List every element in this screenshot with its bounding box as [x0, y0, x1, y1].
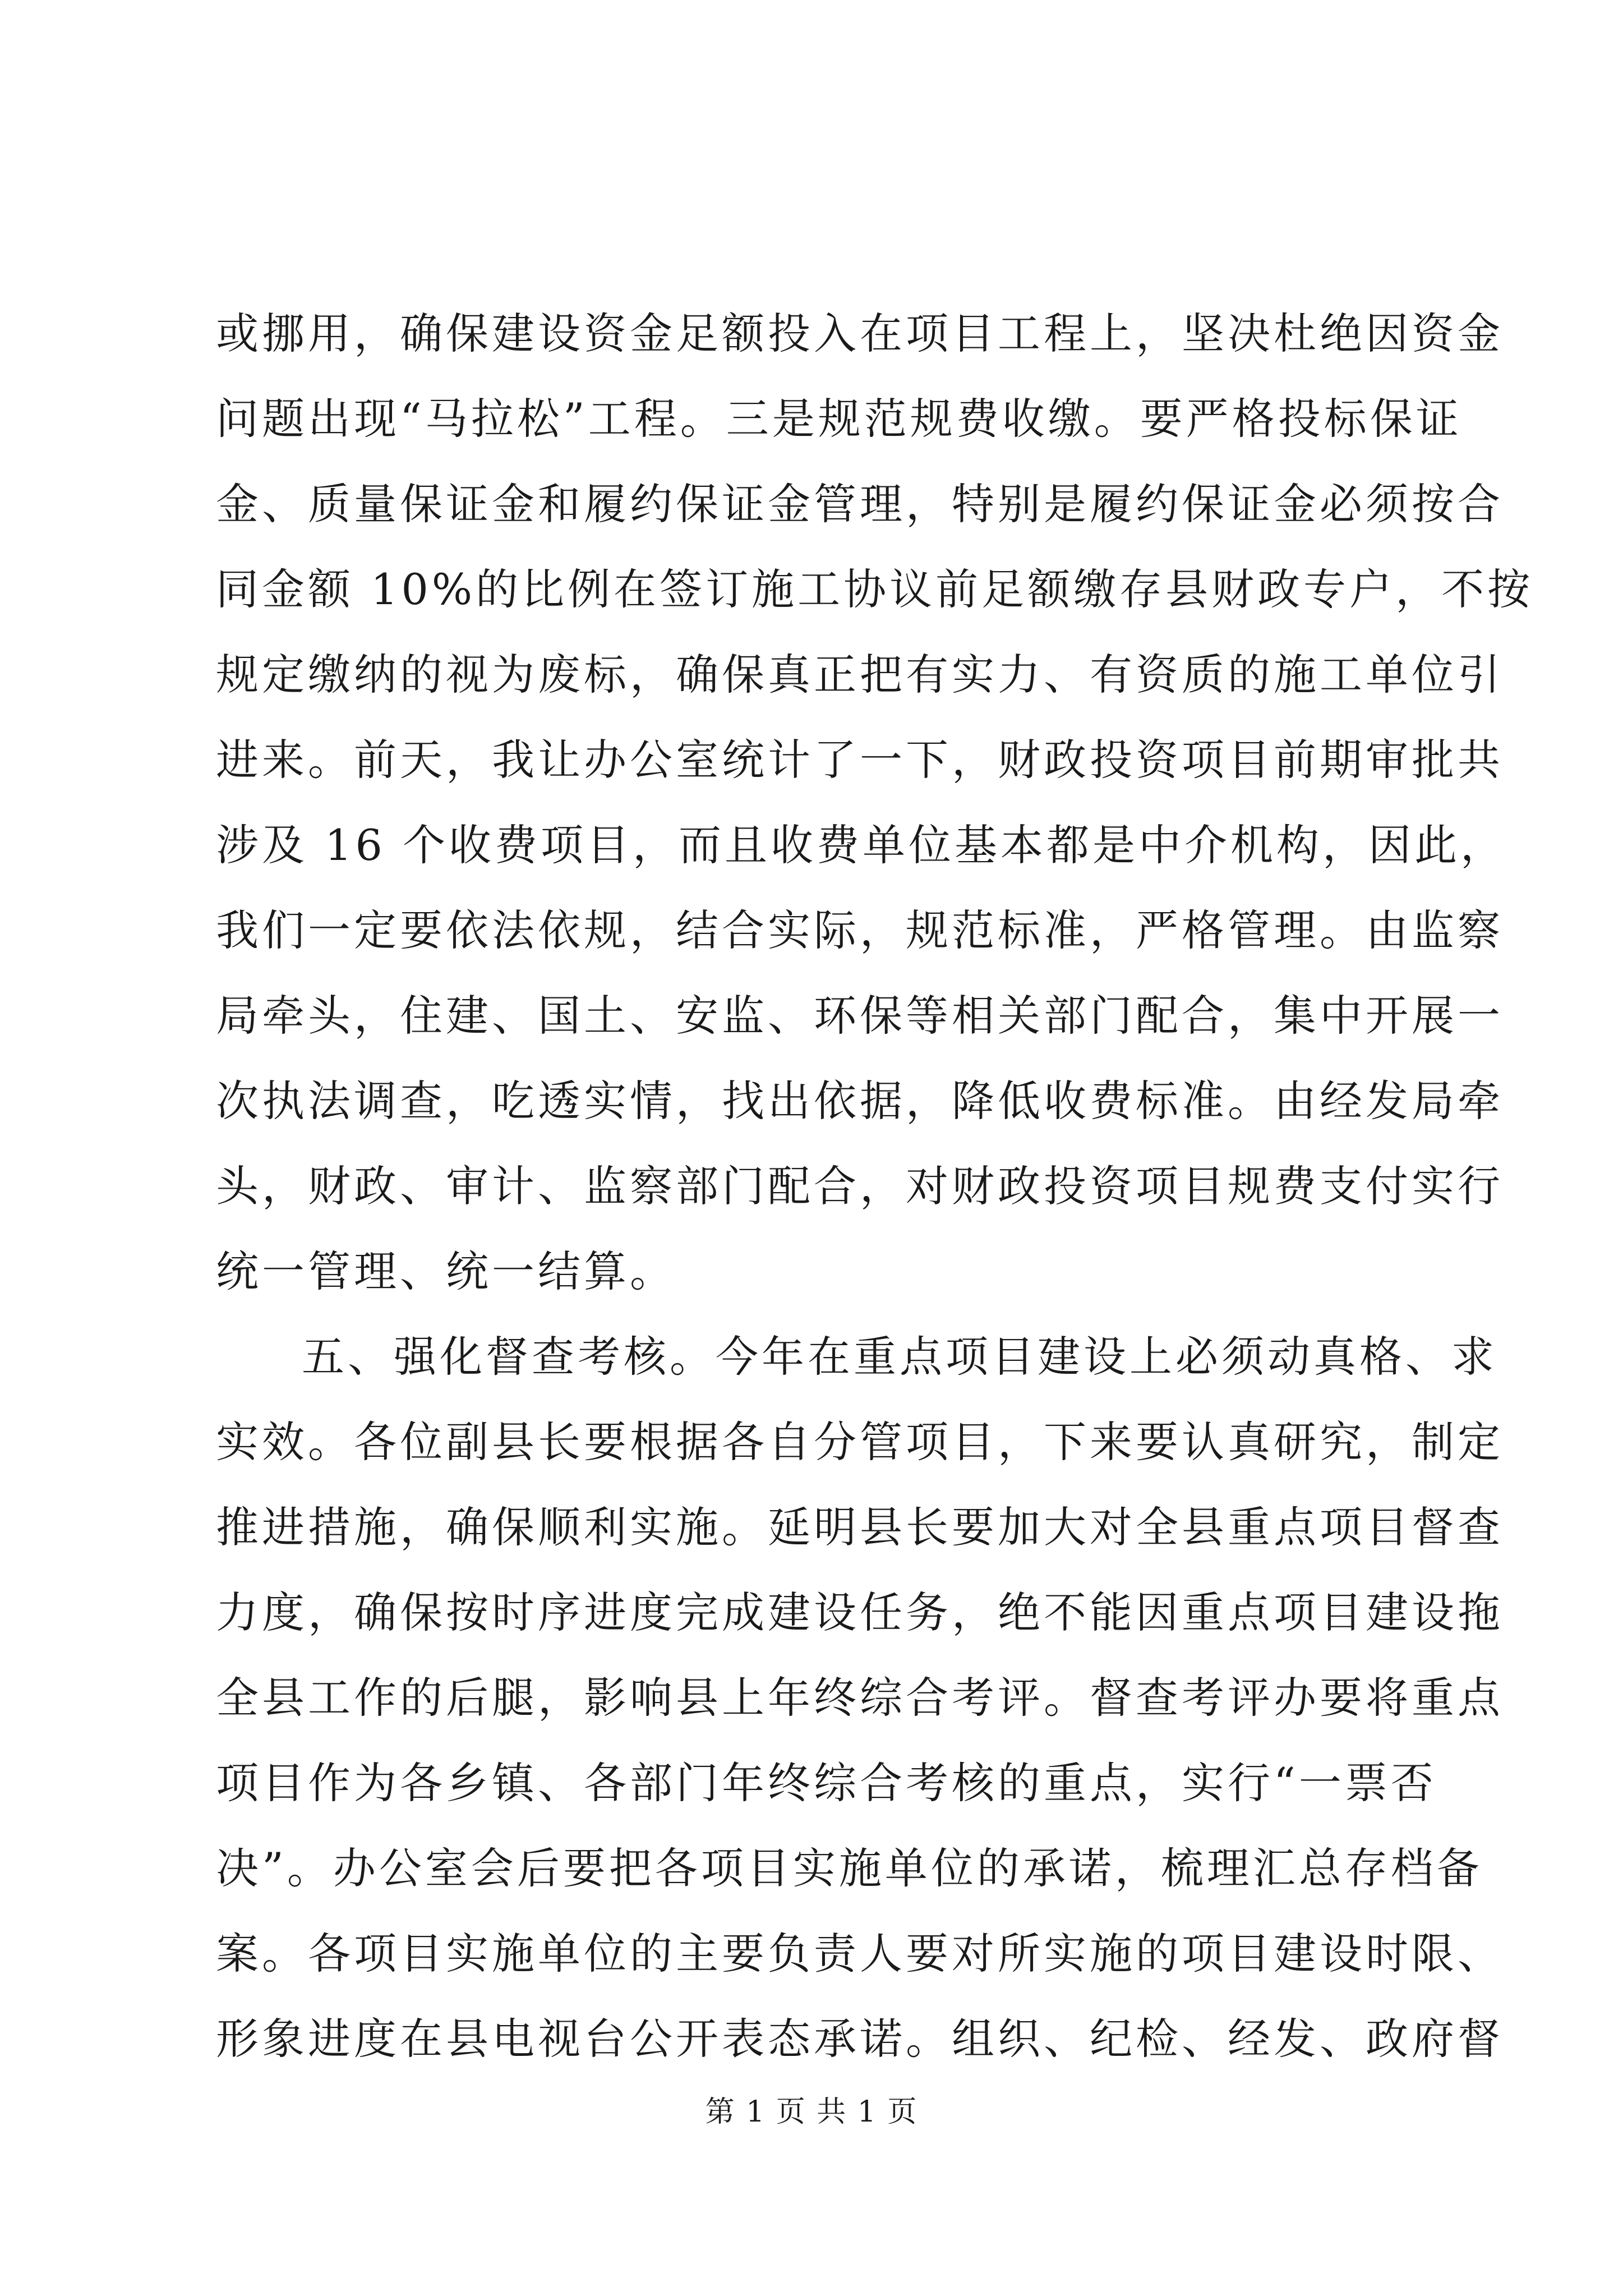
body-text-line: 规定缴纳的视为废标，确保真正把有实力、有资质的施工单位引: [216, 650, 1504, 700]
body-text-line: 形象进度在县电视台公开表态承诺。组织、纪检、经发、政府督: [216, 2014, 1504, 2064]
body-text-line: 头，财政、审计、监察部门配合，对财政投资项目规费支付实行: [216, 1161, 1504, 1211]
body-text-line: 实效。各位副县长要根据各自分管项目，下来要认真研究，制定: [216, 1417, 1504, 1467]
body-text-line: 问题出现“马拉松”工程。三是规范规费收缴。要严格投标保证: [216, 394, 1462, 444]
body-text-line: 局牵头，住建、国土、安监、环保等相关部门配合，集中开展一: [216, 991, 1504, 1041]
body-text-line: 推进措施，确保顺利实施。延明县长要加大对全县重点项目督查: [216, 1502, 1504, 1552]
body-text-line: 统一管理、统一结算。: [216, 1246, 676, 1296]
body-text-line: 同金额 10%的比例在签订施工协议前足额缴存县财政专户，不按: [216, 564, 1534, 614]
paragraph-start-line: 五、强化督查考核。今年在重点项目建设上必须动真格、求: [302, 1332, 1497, 1382]
body-text-line: 项目作为各乡镇、各部门年终综合考核的重点，实行“一票否: [216, 1758, 1437, 1808]
body-text-line: 全县工作的后腿，影响县上年终综合考评。督查考评办要将重点: [216, 1673, 1504, 1723]
body-text-line: 力度，确保按时序进度完成建设任务，绝不能因重点项目建设拖: [216, 1588, 1504, 1637]
body-text-line: 次执法调查，吃透实情，找出依据，降低收费标准。由经发局牵: [216, 1076, 1504, 1126]
body-text-line: 我们一定要依法依规，结合实际，规范标准，严格管理。由监察: [216, 905, 1504, 955]
body-text-line: 涉及 16 个收费项目，而且收费单位基本都是中介机构，因此，: [216, 820, 1507, 870]
page-number-footer: 第 1 页 共 1 页: [705, 2095, 918, 2129]
body-text-line: 案。各项目实施单位的主要负责人要对所实施的项目建设时限、: [216, 1929, 1504, 1978]
body-text-line: 决”。办公室会后要把各项目实施单位的承诺，梳理汇总存档备: [216, 1843, 1483, 1893]
body-text-line: 或挪用，确保建设资金足额投入在项目工程上，坚决杜绝因资金: [216, 309, 1504, 358]
body-text-line: 金、质量保证金和履约保证金管理，特别是履约保证金必须按合: [216, 479, 1504, 529]
body-text-line: 进来。前天，我让办公室统计了一下，财政投资项目前期审批共: [216, 735, 1504, 785]
